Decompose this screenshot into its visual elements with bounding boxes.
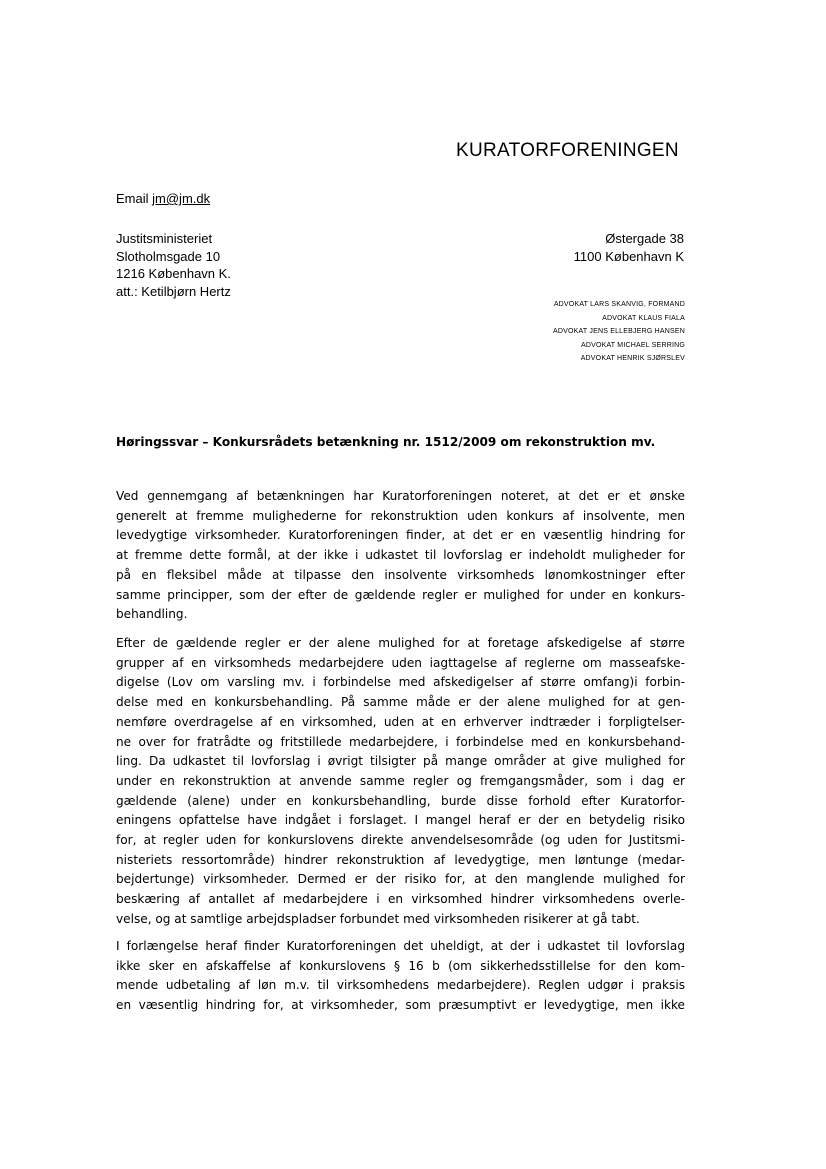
email-label: Email	[116, 191, 149, 206]
lawyer-list	[553, 298, 685, 366]
sender-line: 1100 København K	[573, 248, 684, 264]
lawyer-name: ADVOKAT KLAUS FIALA	[602, 314, 685, 322]
paragraph-line: mende udbetaling af løn m.v. til virksomhedens medarbejdere). Reglen udgør i praksis	[116, 978, 685, 993]
sender-line: Østergade 38	[605, 231, 684, 246]
paragraph-line: gældende (alene) under en konkursbehandling, burde disse forhold efter Kuratorfor-	[116, 793, 685, 808]
lawyer-name: ADVOKAT HENRIK SJØRSLEV	[580, 355, 685, 362]
paragraph-line: nemføre overdragelse af en virksomhed, uden at en erhverver indtræder i forpligtelser-	[116, 714, 685, 729]
recipient-line: Justitsministeriet	[116, 231, 213, 246]
paragraph-line: på en fleksibel måde at tilpasse den insolvente virksomheds lønomkostninger efter	[116, 567, 685, 582]
paragraph-line: samme principper, som der efter de gældende regler er mulighed for under en konkurs-	[116, 587, 685, 602]
recipient-line: Slotholmsgade 10	[116, 248, 221, 264]
lawyer-name: ADVOKAT MICHAEL SERRING	[580, 341, 685, 349]
paragraph-line: at fremme dette formål, at der ikke i udkastet til lovforslag er indeholdt muligheder for	[116, 548, 685, 563]
lawyer-name: ADVOKAT LARS SKANVIG, FORMAND	[553, 301, 685, 308]
paragraph-line: eningens opfattelse have indgået i forslaget. I mangel heraf er der en betydelig risiko	[116, 813, 685, 828]
email-link[interactable]: jm@jm.dk	[152, 191, 211, 206]
paragraph-line: ikke sker en afskaffelse af konkurslovens § 16 b (om sikkerhedsstillelse for den kom-	[116, 958, 685, 973]
paragraph-line: bejdertunge) virksomheder. Dermed er der risiko for, at den manglende mulighed for	[116, 872, 685, 887]
paragraph-line: Ved gennemgang af betænkningen har Kuratorforeningen noteret, at det er et ønske	[116, 489, 685, 503]
paragraph-line: ling. Da udkastet til lovforslag i øvrigt tilsigter på mange områder at give mulighed for	[116, 754, 685, 769]
lawyer-name: ADVOKAT JENS ELLEBJERG HANSEN	[553, 328, 685, 335]
paragraph-line: en væsentlig hindring for, at virksomheder, som præsumptivt er levedygtige, men ikke	[116, 998, 685, 1013]
paragraph-line: nisteriets ressortområde) hindrer rekonstruktion af levedygtige, men løntunge (medar-	[116, 852, 685, 867]
email-line	[116, 191, 210, 206]
recipient-address	[116, 230, 231, 300]
recipient-line: att.: Ketilbjørn Hertz	[116, 283, 231, 299]
paragraph-line: ne over for fratrådte og fritstillede medarbejdere, i forbindelse med en konkursbehand-	[116, 734, 685, 749]
paragraph-line: velse, og at samtlige arbejdspladser forbundet med virksomheden risikerer at gå tabt.	[116, 911, 640, 926]
paragraph-line: Efter de gældende regler er der alene mulighed for at foretage afskedigelse af større	[116, 636, 685, 650]
paragraph-line: I forlængelse heraf finder Kuratorforeningen det uheldigt, at der i udkastet til lovforslag	[116, 939, 685, 953]
paragraph-line: behandling.	[116, 607, 188, 622]
organization-name: KURATORFORENINGEN	[456, 140, 679, 161]
letter-subject: Høringssvar – Konkursrådets betænkning nr. 1512/2009 om rekonstruktion mv.	[116, 435, 656, 449]
paragraph-line: generelt at fremme mulighederne for rekonstruktion uden konkurs af insolvente, men	[116, 508, 685, 523]
recipient-line: 1216 København K.	[116, 266, 231, 281]
body-paragraph	[116, 487, 685, 625]
paragraph-line: levedygtige virksomheder. Kuratorforeningen finder, at det er en væsentlig hindring for	[116, 528, 685, 543]
paragraph-line: beskæring af antallet af medarbejdere i en virksomhed hindrer virksomhedens overle-	[116, 892, 685, 907]
body-paragraph	[116, 937, 685, 1016]
paragraph-line: grupper af en virksomheds medarbejdere uden iagttagelse af reglerne om masseafske-	[116, 655, 685, 670]
paragraph-line: delse med en konkursbehandling. På samme måde er der alene mulighed for at gen-	[116, 695, 685, 710]
sender-address	[574, 230, 684, 265]
body-paragraph	[116, 634, 685, 930]
paragraph-line: under en rekonstruktion at anvende samme regler og fremgangsmåder, som i dag er	[116, 773, 685, 788]
paragraph-line: digelse (Lov om varsling mv. i forbindelse med afskedigelser af større omfang)i forbin-	[116, 675, 685, 690]
paragraph-line: for, at regler uden for konkurslovens direkte anvendelsesområde (og uden for Justitsmi-	[116, 833, 685, 848]
